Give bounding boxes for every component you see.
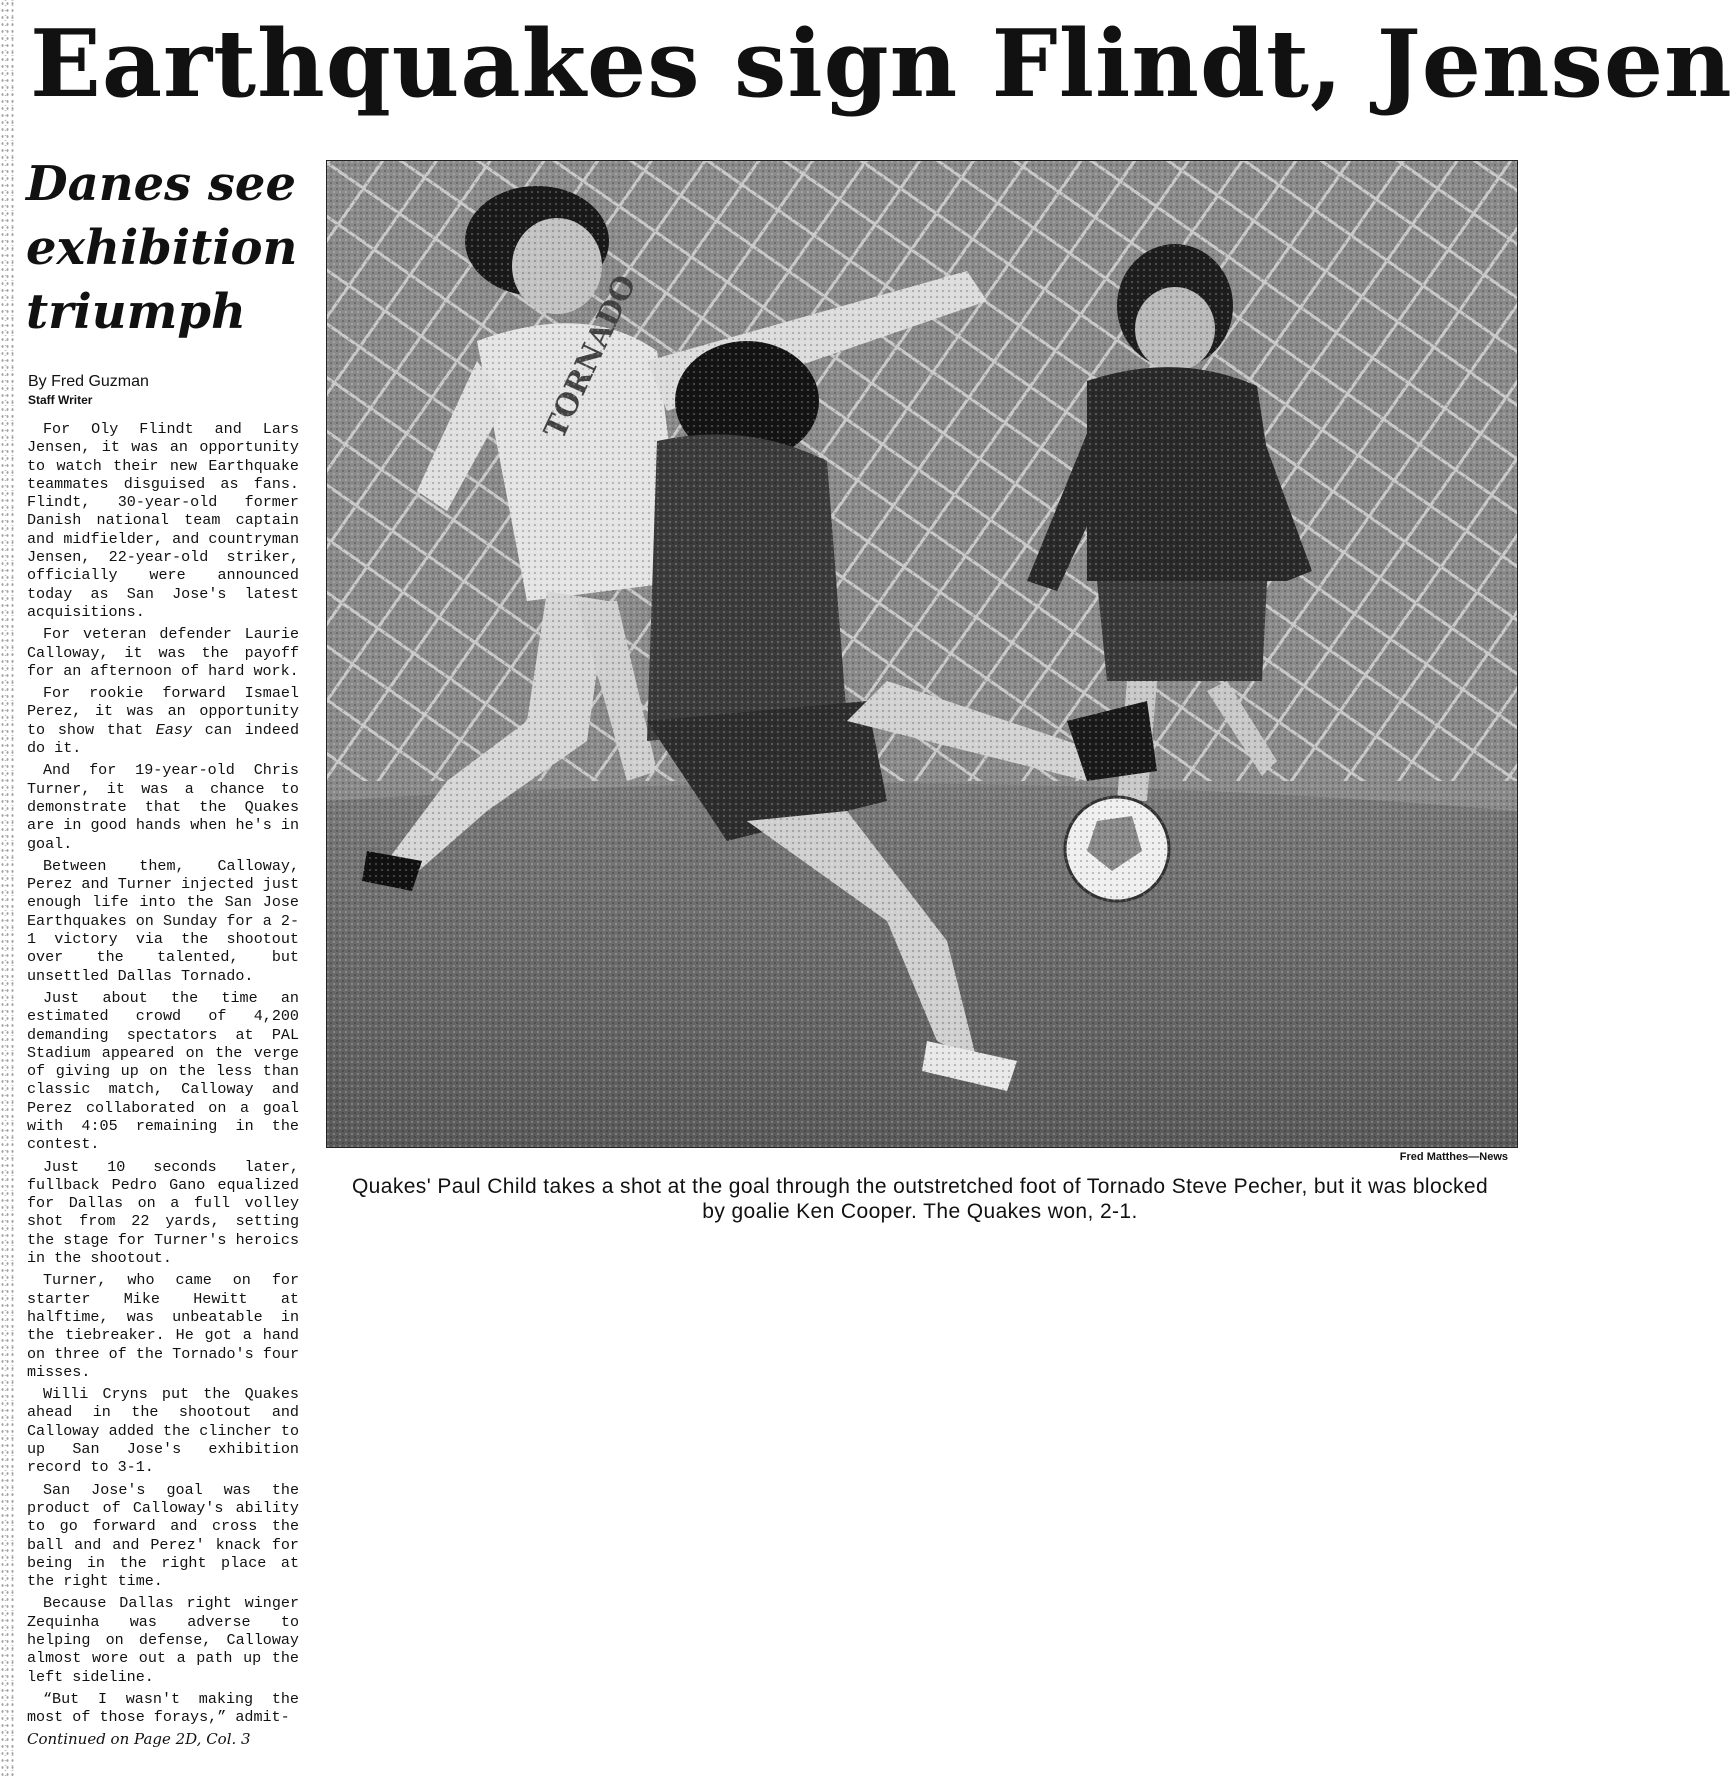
article-paragraph: Turner, who came on for starter Mike Hewitt at halftime, was unbeatable in the tiebreaker. He got a hand on three of the Tornado's four misses. [27,1271,299,1381]
article-paragraph [27,684,299,757]
paragraph-text: can indeed do it. [27,720,299,758]
article-paragraph: Between them, Calloway, Perez and Turner injected just enough life into the San Jose Earthquakes on Sunday for a 2-1 victory via the shootout over the talented, but unsettled Dallas Tornado. [27,856,299,985]
article-paragraph: Willi Cryns put the Quakes ahead in the shootout and Calloway added the clincher to up San Jose's exhibition record to 3-1. [27,1385,299,1477]
scan-margin-noise [0,0,14,1779]
halftone-grain [327,161,1517,1147]
article-paragraph: Because Dallas right winger Zequinha was adverse to helping on defense, Calloway almost wore out a path up the left sideline. [27,1594,299,1686]
article-paragraph: For veteran defender Laurie Calloway, it was the payoff for an afternoon of hard work. [27,625,299,680]
byline-author: By Fred Guzman [28,373,149,390]
article-paragraph: Just 10 seconds later, fullback Pedro Gano equalized for Dallas on a full volley shot from 22 yards, setting the stage for Turner's heroics in the shootout. [27,1157,299,1268]
article-paragraph: San Jose's goal was the product of Calloway's ability to go forward and cross the ball and and Perez' knack for being in the right place at the right time. [27,1480,299,1591]
italic-word: Easy [155,720,193,739]
deck-subheadline: Danes see exhibition triumph [26,156,298,340]
headline: Earthquakes sign Flindt, Jensen [30,9,1733,118]
article-paragraph: And for 19-year-old Chris Turner, it was a chance to demonstrate that the Quakes are in good hands when he's in goal. [27,761,299,853]
byline [28,372,318,408]
byline-role: Staff Writer [28,393,93,407]
paragraph-text: For rookie forward Ismael Perez, it was an opportunity to show that [27,684,299,739]
article-body [27,420,299,1753]
continued-line: Continued on Page 2D, Col. 3 [27,1730,251,1749]
article-paragraph: “But I wasn't making the most of those forays,” admit- [27,1689,299,1727]
photo-caption: Quakes' Paul Child takes a shot at the goal through the outstretched foot of Tornado Steve Pecher, but it was blocked by goalie Ken Cooper. The Quakes won, 2-1. [351,1175,1489,1223]
article-paragraph: For Oly Flindt and Lars Jensen, it was an opportunity to watch their new Earthquake teammates disguised as fans. Flindt, 30-year-old former Danish national team captain and midfielder, and countryman Jensen, 22-year-old striker, officially were announced today as San Jose's latest acquisitions. [27,420,299,621]
news-photo [326,160,1518,1148]
photo-credit: Fred Matthes—News [1399,1151,1508,1163]
article-paragraph: Just about the time an estimated crowd of 4,200 demanding spectators at PAL Stadium appeared on the verge of giving up on the less than classic match, Calloway and Perez collaborated on a goal with 4:05 remaining in the contest. [27,988,299,1154]
soccer-action-photo [327,161,1517,1147]
